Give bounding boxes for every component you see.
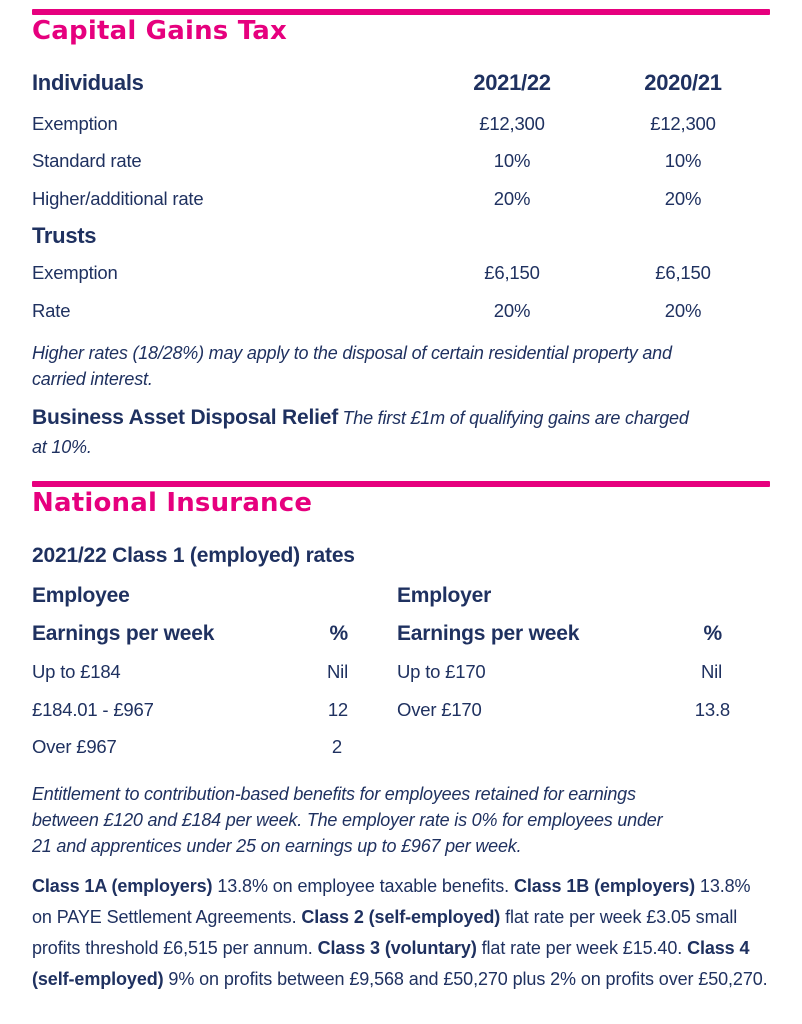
class-1b-text: 13.8% on PAYE Settlement Agreements. [32,876,751,927]
row-value: Nil [701,661,722,682]
row-value-2021-22: £6,150 [484,262,540,283]
class-1a-label: Class 1A (employers) [32,876,213,896]
ni-note-line-3: 21 and apprentices under 25 on earnings up to £967 per week. [32,836,522,856]
row-label: Up to £184 [32,661,121,682]
cgt-note-line-2: carried interest. [32,369,153,389]
class-1b-label: Class 1B (employers) [513,876,696,896]
row-label: £184.01 - £967 [32,699,154,720]
cgt-top-rule [32,9,770,15]
badr-line-1 [32,405,689,431]
class-4-label: Class 4 (self-employed) [32,938,750,989]
class-3-text: flat rate per week £15.40. [476,938,688,958]
class-4-text: 9% on profits between £9,568 and £50,270 plus 2% on profits over £50,270. [163,969,768,989]
row-label: Over £170 [397,699,482,720]
row-value-2020-21: £6,150 [655,262,711,283]
ni-classes-paragraph [32,871,774,995]
row-value-2021-22: 20% [493,188,531,209]
cgt-note-line-1: Higher rates (18/28%) may apply to the disposal of certain residential property and [32,343,672,363]
class-2-text: flat rate per week £3.05 small profits threshold £6,515 per annum. [32,907,738,958]
col-2020-21: 2020/21 [644,70,722,95]
row-label: Up to £170 [397,661,486,682]
ni-top-rule [32,481,770,487]
class-2-label: Class 2 (self-employed) [301,907,501,927]
row-label: Rate [32,300,71,321]
row-value: 13.8 [694,699,730,720]
cgt-title: Capital Gains Tax [32,16,288,46]
row-label: Exemption [32,262,118,283]
individuals-heading: Individuals [32,70,144,95]
employee-heading: Employee [32,584,130,607]
class-1a-text: 13.8% on employee taxable benefits. [212,876,514,896]
row-value-2021-22: 20% [493,300,531,321]
row-value: 2 [331,736,342,757]
row-value-2020-21: £12,300 [650,113,716,134]
class-3-label: Class 3 (voluntary) [317,938,477,958]
ni-note-line-2: between £120 and £184 per week. The employer rate is 0% for employees under [32,810,663,830]
row-value-2020-21: 20% [664,300,702,321]
row-value: 12 [327,699,348,720]
badr-text-2: at 10%. [32,437,92,457]
col-2021-22: 2021/22 [473,70,551,95]
row-value-2020-21: 20% [664,188,702,209]
employer-col-earnings: Earnings per week [397,622,580,645]
row-label: Higher/additional rate [32,188,204,209]
row-value-2021-22: £12,300 [479,113,545,134]
employer-heading: Employer [397,584,492,607]
employee-col-earnings: Earnings per week [32,622,215,645]
row-value: Nil [327,661,348,682]
row-label: Over £967 [32,736,117,757]
row-value-2020-21: 10% [664,150,702,171]
employee-col-pct: % [329,622,348,645]
badr-label: Business Asset Disposal Relief [32,406,339,429]
employer-col-pct: % [703,622,722,645]
row-label: Standard rate [32,150,142,171]
trusts-heading: Trusts [32,223,97,248]
ni-title: National Insurance [32,488,313,518]
row-value-2021-22: 10% [493,150,531,171]
badr-text-1: The first £1m of qualifying gains are charged [342,408,689,428]
ni-note-line-1: Entitlement to contribution-based benefits for employees retained for earnings [32,784,636,804]
ni-subtitle: 2021/22 Class 1 (employed) rates [32,544,355,567]
row-label: Exemption [32,113,118,134]
